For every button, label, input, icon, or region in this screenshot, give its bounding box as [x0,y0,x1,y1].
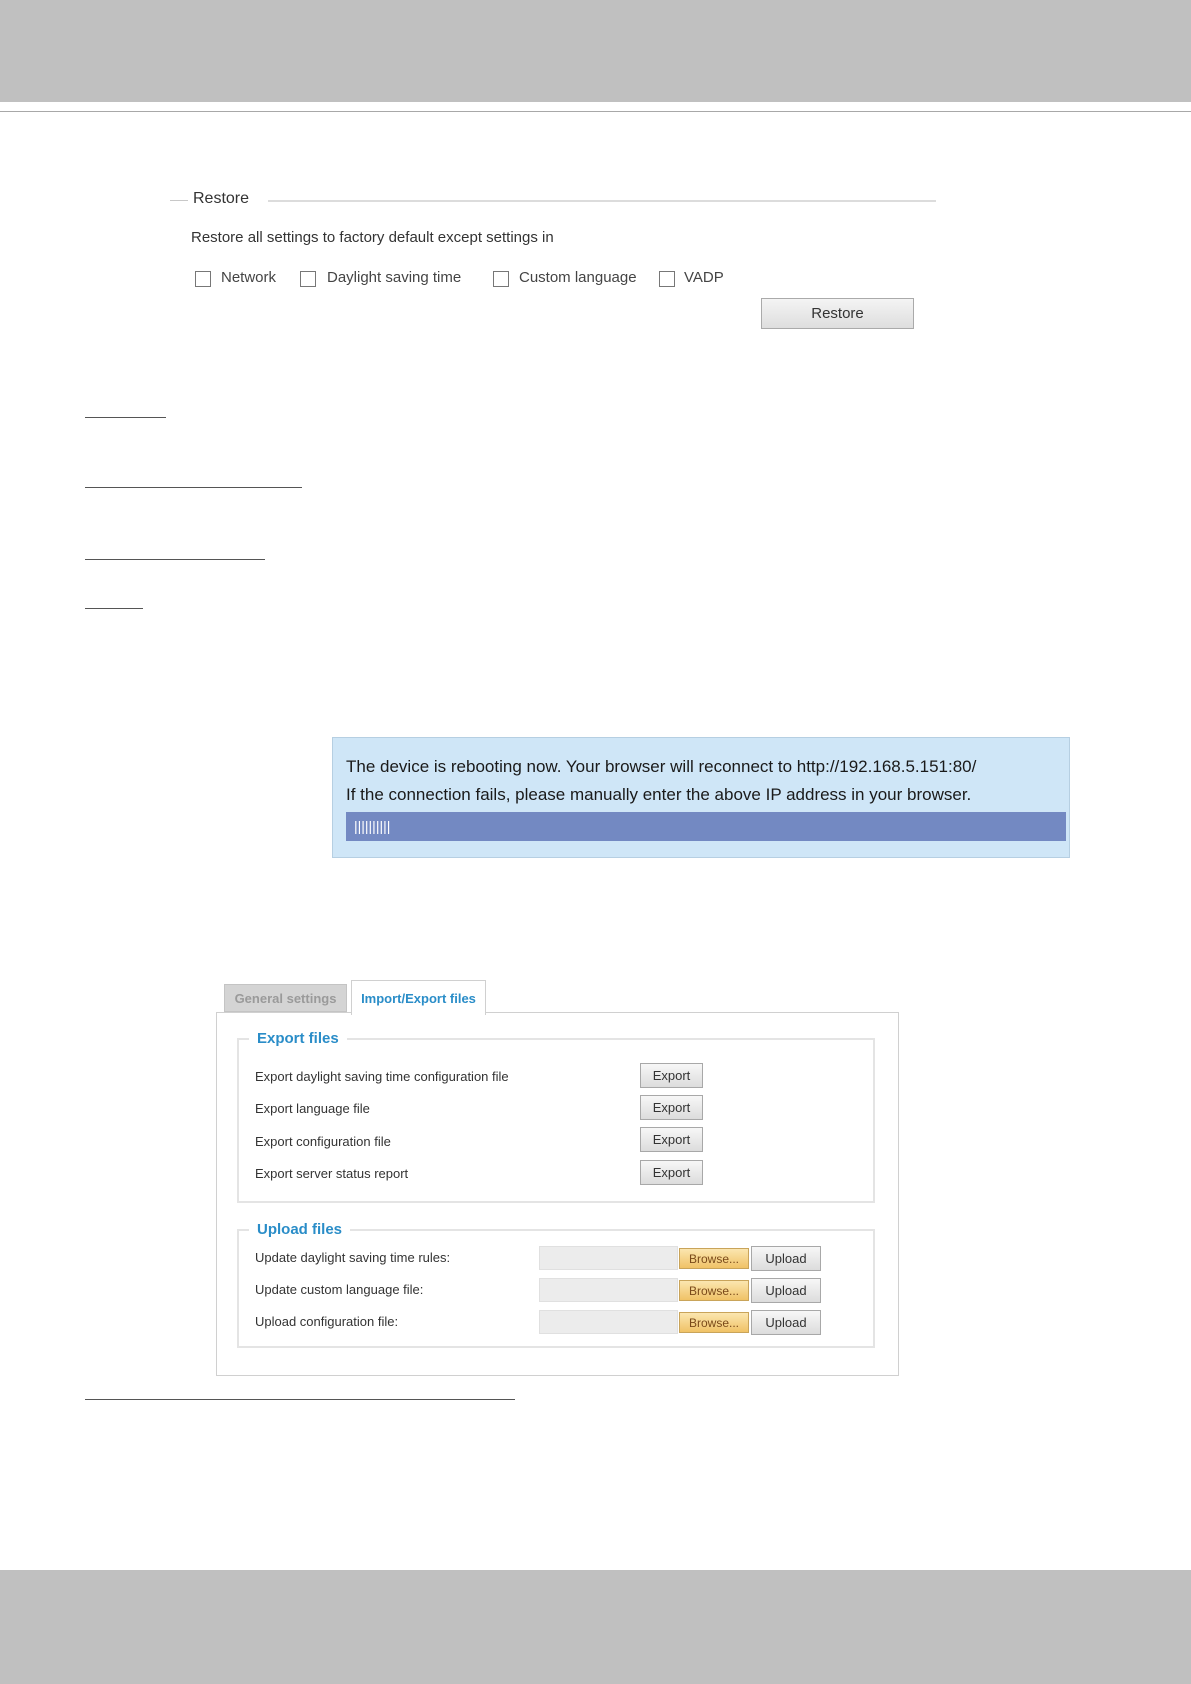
upload-dst-rules-file-input[interactable] [539,1246,678,1270]
export-language-file-button[interactable]: Export [640,1095,703,1120]
tab-import-export-files[interactable]: Import/Export files [351,980,486,1015]
upload-config-file-label: Upload configuration file: [255,1314,399,1329]
reboot-message-line-2: If the connection fails, please manually enter the above IP address in your browser. [346,785,972,804]
upload-config-browse-button[interactable]: Browse... [679,1312,749,1333]
restore-description: Restore all settings to factory default except settings in [191,229,554,246]
network-checkbox[interactable] [195,271,211,287]
export-server-status-label: Export server status report [255,1166,409,1181]
upload-dst-rules-button[interactable]: Upload [751,1246,821,1271]
restore-fieldset-border-left [170,200,188,201]
restore-section-title: Restore [193,190,250,207]
header-divider [0,111,1191,112]
tab-general-settings[interactable]: General settings [224,984,347,1012]
underline-3 [85,559,265,560]
export-language-file-label: Export language file [255,1101,370,1116]
restore-fieldset-border-right [268,200,936,202]
upload-dst-rules-browse-button[interactable]: Browse... [679,1248,749,1269]
header-band [0,0,1191,102]
reboot-progress-marks: |||||||||| [354,818,391,834]
upload-custom-language-browse-button[interactable]: Browse... [679,1280,749,1301]
upload-custom-language-label: Update custom language file: [255,1282,424,1297]
underline-1 [85,417,166,418]
underline-2 [85,487,302,488]
vadp-checkbox-label: VADP [684,269,724,286]
custom-language-checkbox[interactable] [493,271,509,287]
export-config-file-button[interactable]: Export [640,1127,703,1152]
restore-button[interactable]: Restore [761,298,914,329]
export-dst-config-button[interactable]: Export [640,1063,703,1088]
underline-5 [85,1399,515,1400]
upload-files-legend: Upload files [249,1221,350,1238]
upload-dst-rules-label: Update daylight saving time rules: [255,1250,451,1265]
daylight-saving-time-checkbox-label: Daylight saving time [327,269,462,286]
upload-custom-language-file-input[interactable] [539,1278,678,1302]
reboot-progress-bar [346,812,1066,841]
daylight-saving-time-checkbox[interactable] [300,271,316,287]
custom-language-checkbox-label: Custom language [519,269,637,286]
vadp-checkbox[interactable] [659,271,675,287]
export-files-legend: Export files [249,1030,347,1047]
footer-band [0,1570,1191,1684]
upload-config-file-input[interactable] [539,1310,678,1334]
export-server-status-button[interactable]: Export [640,1160,703,1185]
upload-custom-language-button[interactable]: Upload [751,1278,821,1303]
export-config-file-label: Export configuration file [255,1134,391,1149]
network-checkbox-label: Network [221,269,277,286]
underline-4 [85,608,143,609]
reboot-message-line-1: The device is rebooting now. Your browser will reconnect to http://192.168.5.151:80/ [346,757,977,776]
export-dst-config-label: Export daylight saving time configuration file [255,1069,509,1084]
upload-config-file-button[interactable]: Upload [751,1310,821,1335]
